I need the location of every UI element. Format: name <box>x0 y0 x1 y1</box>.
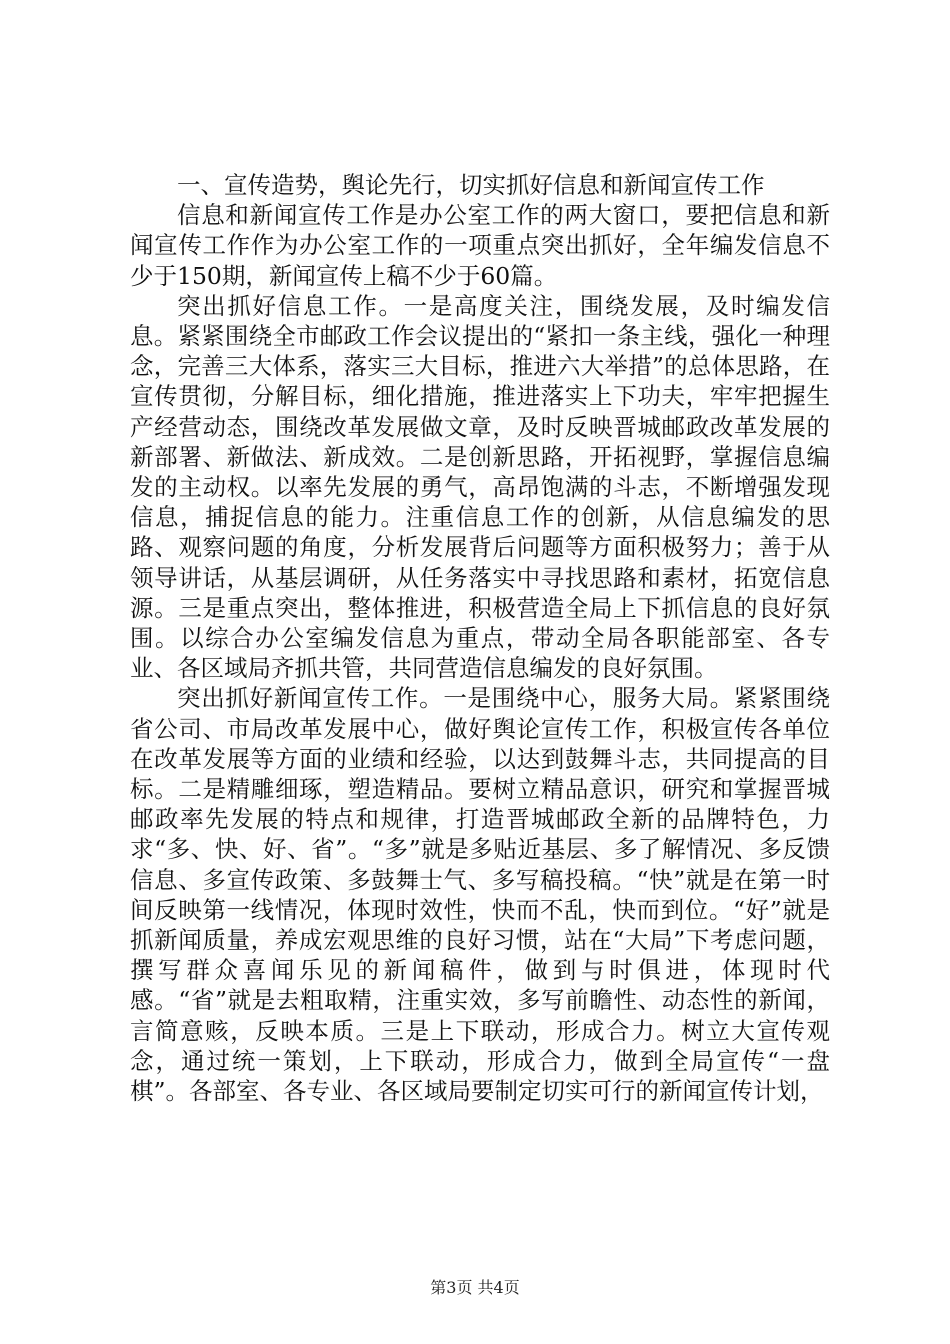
page-number-footer: 第3页 共4页 <box>430 1278 520 1297</box>
paragraph-news-publicity: 突出抓好新闻宣传工作。一是围绕中心，服务大局。紧紧围绕省公司、市局改革发展中心，做好舆论宣传工作，积极宣传各单位在改革发展等方面的业绩和经验，以达到鼓舞斗志，共同提高的目标。二是精雕细琢，塑造精品。要树立精品意识，研究和掌握晋城邮政率先发展的特点和规律，打造晋城邮政全新的品牌特色，力求“多、快、好、省”。“多”就是多贴近基层、多了解情况、多反馈信息、多宣传政策、多鼓舞士气、多写稿投稿。“快”就是在第一时间反映第一线情况，体现时效性，快而不乱，快而到位。“好”就是抓新闻质量，养成宏观思维的良好习惯，站在“大局”下考虑问题，撰写群众喜闻乐见的新闻稿件，做到与时俱进，体现时代感。“省”就是去粗取精，注重实效，多写前瞻性、动态性的新闻，言简意赅，反映本质。三是上下联动，形成合力。树立大宣传观念，通过统一策划，上下联动，形成合力，做到全局宣传“一盘棋”。各部室、各专业、各区域局要制定切实可行的新闻宣传计划， <box>130 684 830 1106</box>
paragraph-intro: 信息和新闻宣传工作是办公室工作的两大窗口，要把信息和新闻宣传工作作为办公室工作的一项重点突出抓好，全年编发信息不少于150期，新闻宣传上稿不少于60篇。 <box>130 201 830 290</box>
section-heading: 一、宣传造势，舆论先行，切实抓好信息和新闻宣传工作 <box>177 171 765 199</box>
paragraph-information-work: 突出抓好信息工作。一是高度关注，围绕发展，及时编发信息。紧紧围绕全市邮政工作会议提出的“紧扣一条主线，强化一种理念，完善三大体系，落实三大目标，推进六大举措”的总体思路，在宣传贯彻，分解目标，细化措施，推进落实上下功夫，牢牢把握生产经营动态，围绕改革发展做文章，及时反映晋城邮政改革发展的新部署、新做法、新成效。二是创新思路，开拓视野，掌握信息编发的主动权。以率先发展的勇气，高昂饱满的斗志，不断增强发现信息，捕捉信息的能力。注重信息工作的创新，从信息编发的思路、观察问题的角度，分析发展背后问题等方面积极努力；善于从领导讲话，从基层调研，从任务落实中寻找思路和素材，拓宽信息源。三是重点突出，整体推进，积极营造全局上下抓信息的良好氛围。以综合办公室编发信息为重点，带动全局各职能部室、各专业、各区域局齐抓共管，共同营造信息编发的良好氛围。 <box>130 291 830 683</box>
document-body <box>130 170 830 1106</box>
